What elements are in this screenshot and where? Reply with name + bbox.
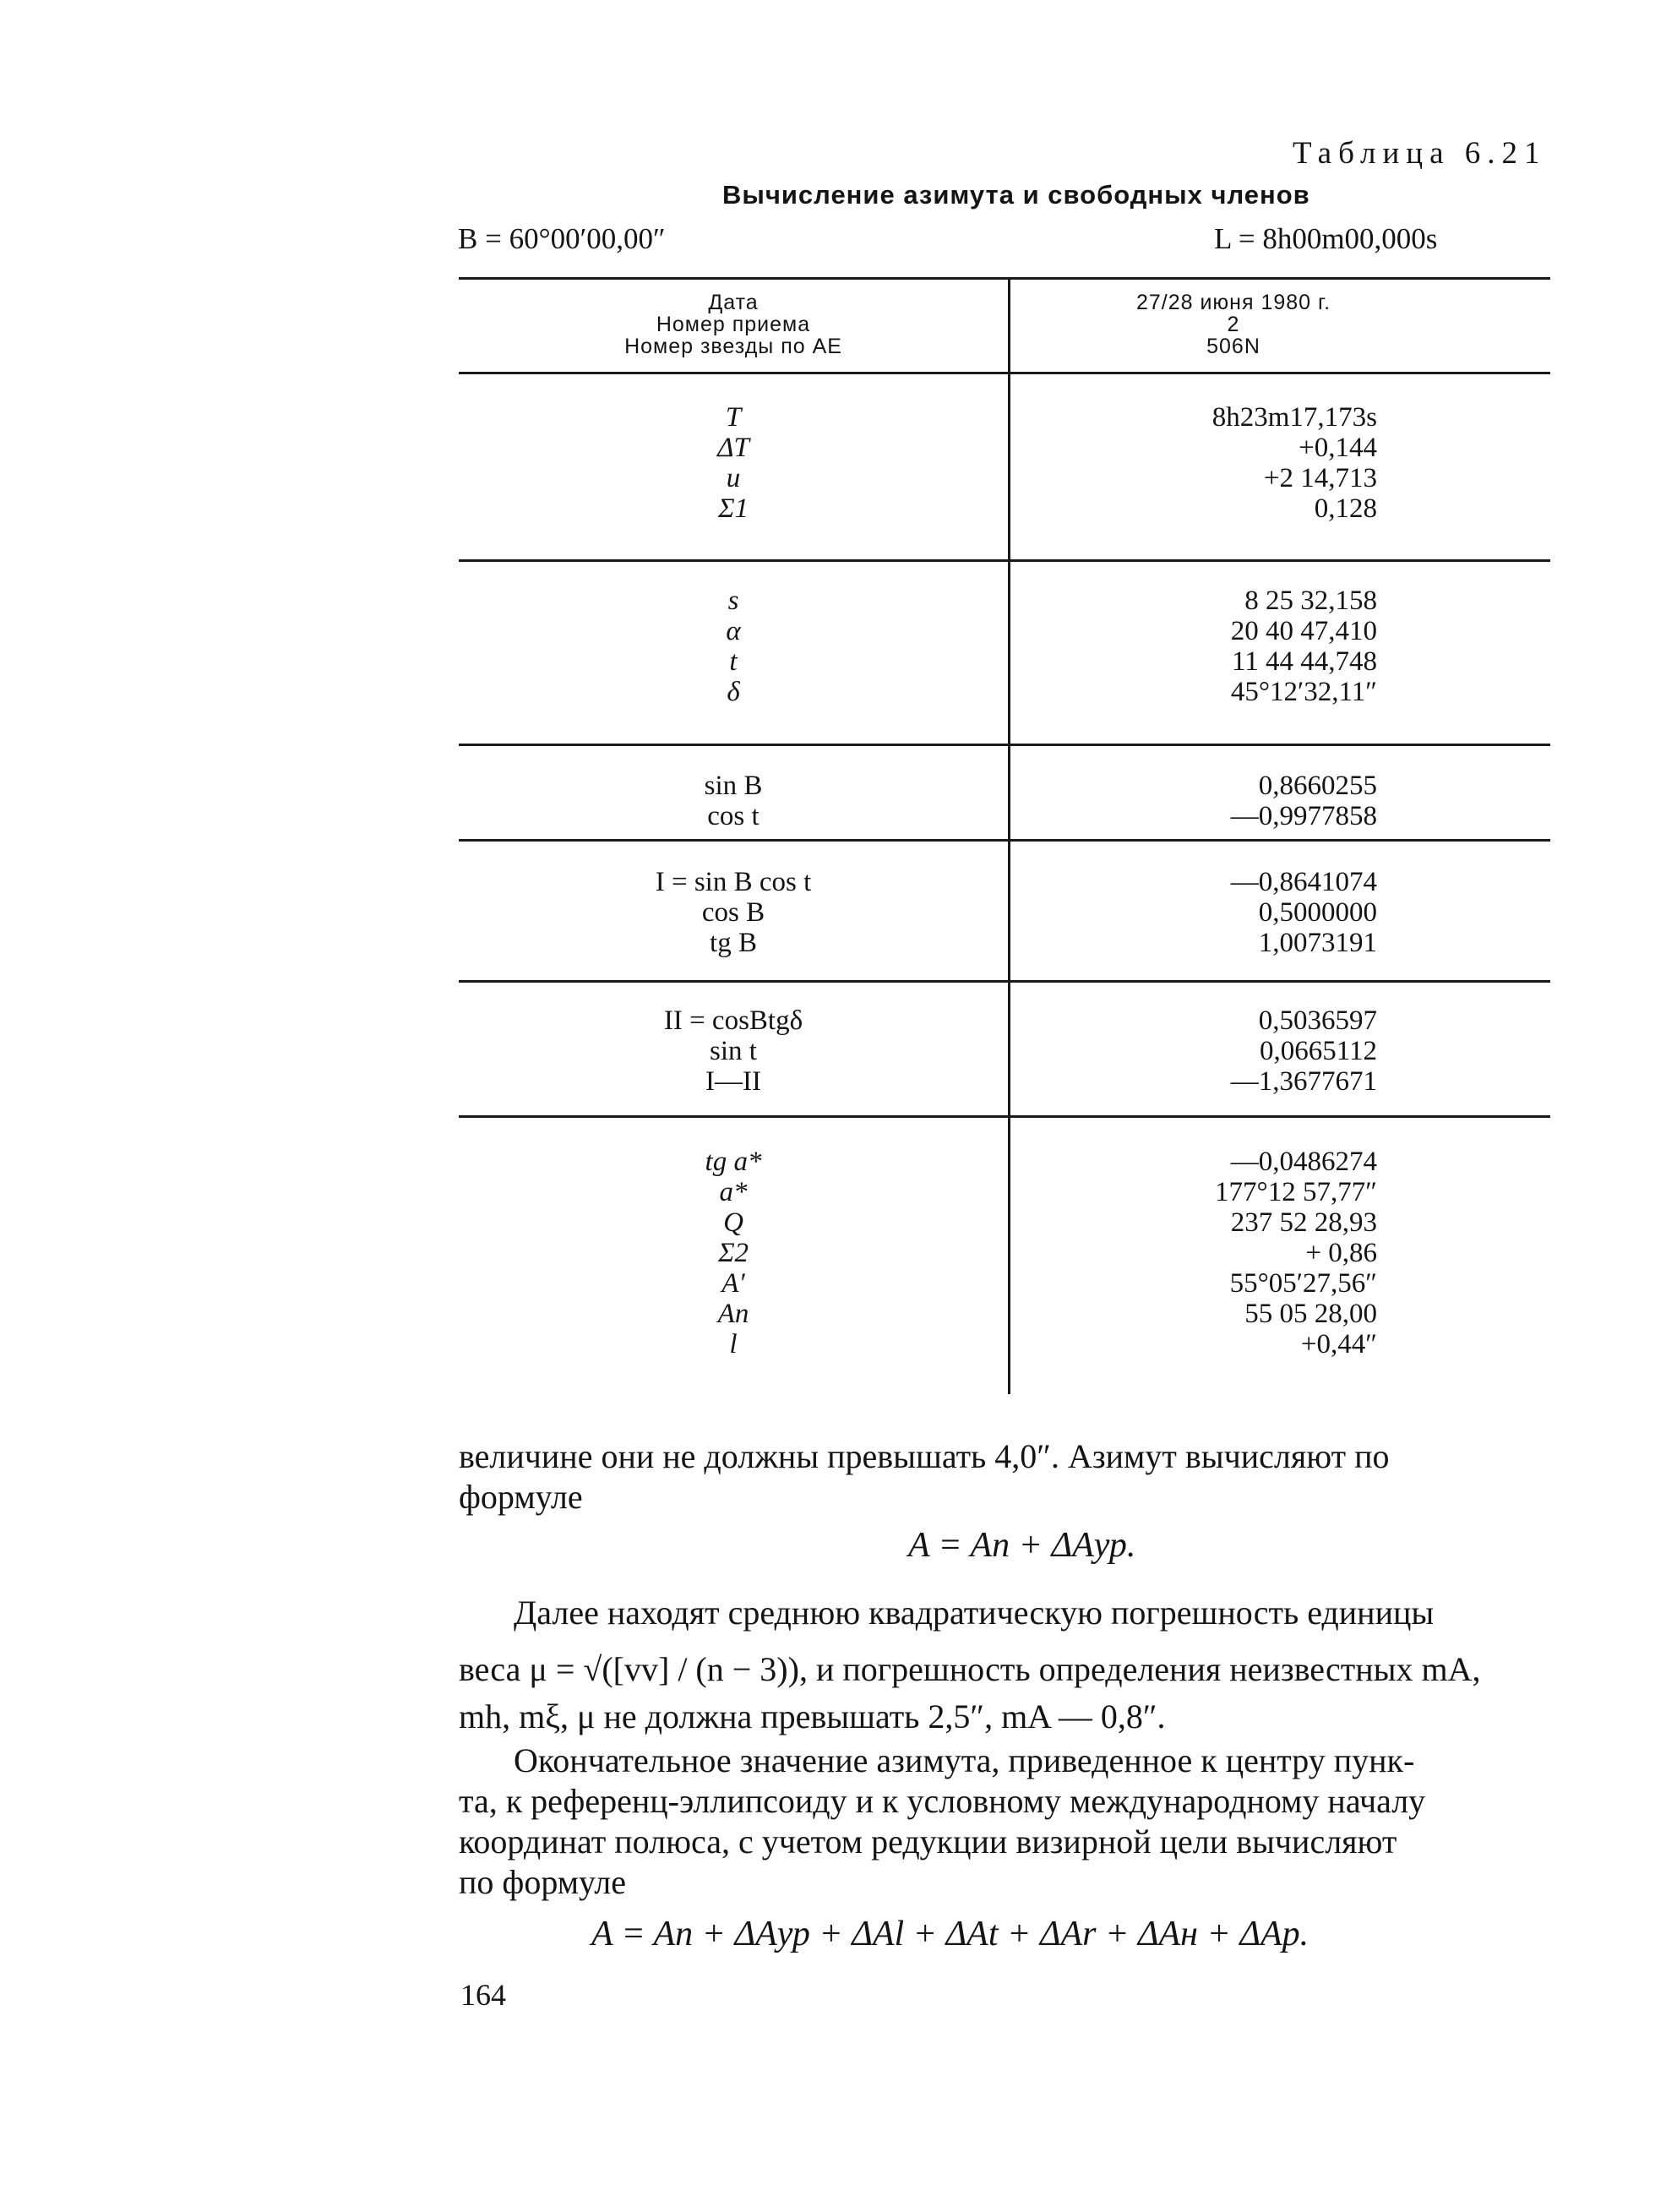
- row-value: 237 52 28,93: [1230, 1207, 1377, 1238]
- row-label: sin B: [704, 771, 763, 801]
- group-3-labels: [459, 771, 1008, 831]
- row-value: —0,0486274: [1230, 1147, 1377, 1177]
- row-label: a*: [719, 1177, 748, 1207]
- row-label: I—II: [705, 1066, 761, 1097]
- paragraph-line: по формуле: [459, 1863, 626, 1901]
- paragraph-line: та, к референц-эллипсоиду и к условному международному началу: [459, 1782, 1426, 1820]
- row-value: 1,0073191: [1258, 928, 1377, 958]
- row-value: 8 25 32,158: [1244, 586, 1377, 616]
- group-6-values: [1022, 1147, 1377, 1359]
- paragraph-line: mh, mξ, μ не должна превышать 2,5″, mA — 0,8″.: [459, 1697, 1166, 1735]
- group-rule-2: [459, 744, 1550, 746]
- row-label: α: [726, 616, 741, 646]
- row-value: +2 14,713: [1263, 463, 1377, 493]
- row-label: T: [725, 402, 742, 433]
- row-label: cos B: [701, 897, 765, 928]
- row-value: + 0,86: [1305, 1238, 1377, 1268]
- row-value: —0,8641074: [1230, 867, 1377, 897]
- row-label: l: [729, 1329, 738, 1359]
- paragraph-line: формуле: [459, 1478, 583, 1516]
- group-1-values: [1022, 402, 1377, 524]
- row-label: II = cosBtgδ: [663, 1005, 803, 1036]
- paragraph-line: Окончательное значение азимута, приведенное к центру пунк-: [514, 1741, 1415, 1779]
- table-label: Таблица 6.21: [1293, 136, 1547, 171]
- group-rule-4: [459, 980, 1550, 983]
- group-2-labels: [459, 586, 1008, 707]
- row-label: u: [726, 463, 741, 493]
- header-star-label: Номер звезды по АЕ: [624, 335, 842, 358]
- azimuth-formula-2: A = Aп + ΔAур + ΔAl + ΔAt + ΔAr + ΔAн + ΔAp.: [591, 1915, 1309, 1953]
- row-value: 45°12′32,11″: [1230, 677, 1377, 707]
- group-4-labels: [459, 867, 1008, 958]
- row-value: 8h23m17,173s: [1211, 402, 1377, 433]
- table-column-rule: [1008, 279, 1010, 1394]
- group-rule-1: [459, 559, 1550, 562]
- group-rule-3: [459, 839, 1550, 842]
- header-left: [459, 291, 1008, 357]
- group-3-values: [1022, 771, 1377, 831]
- paragraph-line: Далее находят среднюю квадратическую погрешность единицы: [514, 1594, 1435, 1632]
- row-value: 20 40 47,410: [1230, 616, 1377, 646]
- row-value: +0,144: [1299, 433, 1377, 463]
- page-number: 164: [460, 1978, 506, 2012]
- row-value: 55 05 28,00: [1244, 1299, 1377, 1329]
- row-value: 11 44 44,748: [1231, 646, 1377, 677]
- row-label: t: [729, 646, 738, 677]
- longitude-param: L = 8h00m00,000s: [1214, 222, 1438, 255]
- header-star-value: 506N: [1206, 335, 1260, 358]
- row-label: Σ1: [717, 493, 749, 524]
- header-date-value: 27/28 июня 1980 г.: [1135, 291, 1331, 314]
- row-label: s: [727, 586, 739, 616]
- row-value: —1,3677671: [1230, 1066, 1377, 1097]
- row-label: tg a*: [705, 1147, 762, 1177]
- row-label: Σ2: [717, 1238, 749, 1268]
- table-title: Вычисление азимута и свободных членов: [722, 180, 1310, 210]
- row-value: +0,44″: [1300, 1329, 1377, 1359]
- row-value: 0,8660255: [1258, 771, 1377, 801]
- row-label: cos t: [707, 801, 760, 831]
- row-label: sin t: [710, 1036, 757, 1066]
- azimuth-formula-1: A = Aп + ΔAур.: [908, 1526, 1136, 1565]
- group-4-values: [1022, 867, 1377, 958]
- row-label: tg B: [710, 928, 757, 958]
- row-value: 0,0665112: [1259, 1036, 1377, 1066]
- table-header-rule: [459, 372, 1550, 374]
- row-label: ΔT: [717, 433, 749, 463]
- group-6-labels: [459, 1147, 1008, 1359]
- row-value: 177°12 57,77″: [1215, 1177, 1377, 1207]
- paragraph-line: веса μ = √([vv] / (n − 3)), и погрешность определения неизвестных mA,: [459, 1650, 1481, 1688]
- row-label: Q: [723, 1207, 743, 1238]
- row-value: 55°05′27,56″: [1229, 1268, 1377, 1299]
- group-1-labels: [459, 402, 1008, 524]
- row-value: 0,5000000: [1258, 897, 1377, 928]
- header-reception-value: 2: [1227, 313, 1240, 336]
- paragraph-line: величине они не должны превышать 4,0″. Азимут вычисляют по: [459, 1437, 1390, 1475]
- row-label: A′: [721, 1268, 745, 1299]
- group-5-labels: [459, 1005, 1008, 1097]
- row-label: δ: [727, 677, 740, 707]
- row-value: 0,5036597: [1258, 1005, 1377, 1036]
- group-2-values: [1022, 586, 1377, 707]
- row-label: I = sin B cos t: [655, 867, 812, 897]
- paragraph-line: координат полюса, с учетом редукции визирной цели вычисляют: [459, 1822, 1397, 1861]
- row-value: —0,9977858: [1230, 801, 1377, 831]
- latitude-param: B = 60°00′00,00″: [458, 222, 666, 255]
- table-top-rule: [459, 277, 1550, 280]
- row-label: An: [717, 1299, 749, 1329]
- row-value: 0,128: [1314, 493, 1377, 524]
- header-date-label: Дата: [708, 291, 759, 314]
- group-5-values: [1022, 1005, 1377, 1097]
- header-reception-label: Номер приема: [656, 313, 811, 336]
- header-right: [1090, 291, 1377, 357]
- group-rule-5: [459, 1115, 1550, 1118]
